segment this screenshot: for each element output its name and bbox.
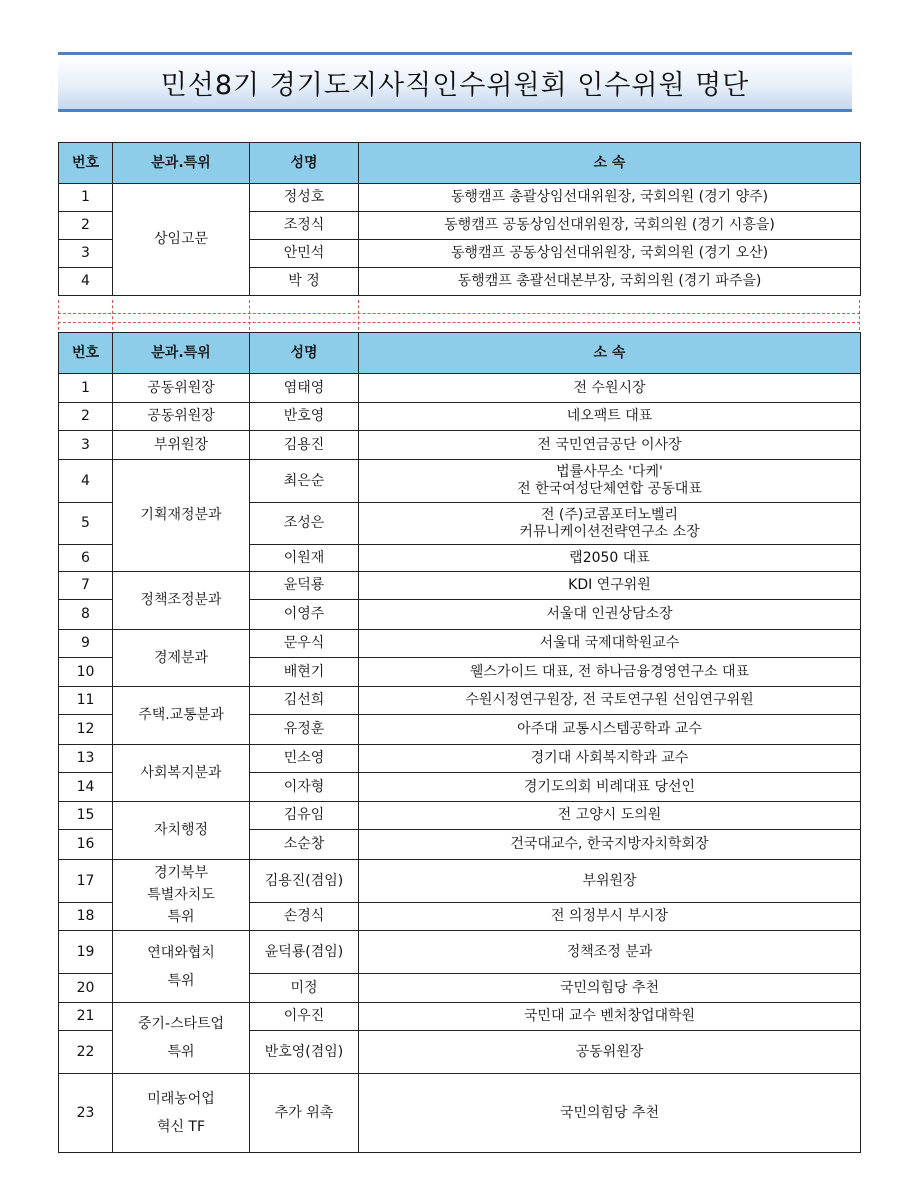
table-row: [59, 1074, 861, 1153]
dept-line: 미래농어업: [147, 1091, 215, 1107]
row-name: 안민석: [250, 240, 359, 268]
row-affil: 서울대 인권상담소장: [359, 600, 861, 630]
row-name: 조정식: [250, 212, 359, 240]
table-row: [59, 745, 861, 773]
affil-line: 전 한국여성단체연합 공동대표: [517, 481, 702, 497]
row-name: 이우진: [250, 1003, 359, 1031]
header-name: 성명: [250, 143, 359, 184]
dept-line: 연대와협치: [147, 944, 215, 961]
row-no: 1: [59, 374, 113, 403]
table-row: [59, 860, 861, 903]
row-no: 23: [59, 1074, 113, 1153]
affil-line: 법률사무소 '다케': [556, 464, 663, 480]
row-name: 손경식: [250, 903, 359, 931]
row-dept: 정책조정분과: [113, 572, 250, 630]
row-no: 14: [59, 773, 113, 802]
row-affil: 전 고양시 도의원: [359, 802, 861, 830]
dept-line: 특위: [167, 1044, 195, 1060]
row-name: 김유임: [250, 802, 359, 830]
title-banner: [58, 52, 852, 112]
row-name: 유정훈: [250, 715, 359, 745]
row-no: 22: [59, 1031, 113, 1074]
row-dept: 자치행정: [113, 802, 250, 860]
row-name: 반호영: [250, 403, 359, 431]
row-name: 이자형: [250, 773, 359, 802]
row-affil: 정책조정 분과: [359, 931, 861, 974]
row-dept: 기획재정분과: [113, 460, 250, 572]
row-dept: 경제분과: [113, 630, 250, 687]
row-no: 3: [59, 240, 113, 268]
row-no: 8: [59, 600, 113, 630]
row-affil: 국민의힘당 추천: [359, 1074, 861, 1153]
table-row: [59, 572, 861, 600]
row-name: 미정: [250, 974, 359, 1003]
row-name: 추가 위촉: [250, 1074, 359, 1153]
row-no: 18: [59, 903, 113, 931]
row-name: 문우식: [250, 630, 359, 658]
separator-line: [58, 322, 860, 323]
row-no: 21: [59, 1003, 113, 1031]
row-affil: 경기도의회 비례대표 당선인: [359, 773, 861, 802]
row-affil: 경기대 사회복지학과 교수: [359, 745, 861, 773]
table-row: [59, 403, 861, 431]
table-row: [59, 687, 861, 715]
affil-line: 커뮤니케이션전략연구소 소장: [519, 523, 700, 540]
row-dept: [113, 860, 250, 931]
separator-line: [249, 300, 250, 330]
row-name: 배현기: [250, 658, 359, 687]
row-affil: 공동위원장: [359, 1031, 861, 1074]
row-dept: 주택.교통분과: [113, 687, 250, 745]
row-no: 12: [59, 715, 113, 745]
table-row: [59, 431, 861, 460]
row-dept: [113, 1003, 250, 1074]
row-no: 15: [59, 802, 113, 830]
row-affil: 전 수원시장: [359, 374, 861, 403]
row-affil: 전 국민연금공단 이사장: [359, 431, 861, 460]
row-name: 염태영: [250, 374, 359, 403]
header-dept: 분과.특위: [113, 333, 250, 374]
row-no: 13: [59, 745, 113, 773]
members-table: [58, 332, 861, 1153]
row-affil: 국민대 교수 벤처창업대학원: [359, 1003, 861, 1031]
row-affil: KDI 연구위원: [359, 572, 861, 600]
separator-line: [58, 300, 59, 330]
row-no: 17: [59, 860, 113, 903]
header-affil: 소 속: [359, 333, 861, 374]
row-no: 20: [59, 974, 113, 1003]
table-row: [59, 460, 861, 503]
header-name: 성명: [250, 333, 359, 374]
table-row: [59, 374, 861, 403]
table-separator: [58, 300, 860, 330]
row-no: 19: [59, 931, 113, 974]
row-no: 16: [59, 830, 113, 860]
row-name: 최은순: [250, 460, 359, 503]
row-name: 정성호: [250, 184, 359, 212]
row-affil: 서울대 국제대학원교수: [359, 630, 861, 658]
row-dept: [113, 1074, 250, 1153]
row-name: 김용진(겸임): [250, 860, 359, 903]
row-name: 윤덕룡: [250, 572, 359, 600]
row-dept: 공동위원장: [113, 374, 250, 403]
row-affil: 동행캠프 공동상임선대위원장, 국회의원 (경기 오산): [359, 240, 861, 268]
row-no: 1: [59, 184, 113, 212]
dept-line: 중기-스타트업: [137, 1016, 225, 1032]
table-header-row: [59, 333, 861, 374]
row-name: 조성은: [250, 503, 359, 545]
row-no: 5: [59, 503, 113, 545]
advisors-table: [58, 142, 861, 296]
page-title: 민선8기 경기도지사직인수위원회 인수위원 명단: [160, 69, 750, 101]
row-no: 4: [59, 268, 113, 296]
row-no: 10: [59, 658, 113, 687]
row-affil: 국민의힘당 추천: [359, 974, 861, 1003]
header-no: 번호: [59, 333, 113, 374]
table-row: [59, 630, 861, 658]
row-name: 박 정: [250, 268, 359, 296]
header-no: 번호: [59, 143, 113, 184]
row-affil: 웰스가이드 대표, 전 하나금융경영연구소 대표: [359, 658, 861, 687]
row-dept: 상임고문: [113, 184, 250, 296]
row-dept: 공동위원장: [113, 403, 250, 431]
row-name: 윤덕룡(겸임): [250, 931, 359, 974]
row-affil: 동행캠프 공동상임선대위원장, 국회의원 (경기 시흥을): [359, 212, 861, 240]
header-affil: 소 속: [359, 143, 861, 184]
row-no: 2: [59, 403, 113, 431]
row-name: 반호영(겸임): [250, 1031, 359, 1074]
row-dept: [113, 931, 250, 1003]
dept-line: 경기북부: [153, 865, 209, 881]
row-no: 4: [59, 460, 113, 503]
affil-line: 전 (주)코콤포터노벨리: [540, 506, 679, 523]
row-no: 2: [59, 212, 113, 240]
dept-line: 혁신 TF: [156, 1119, 206, 1135]
row-no: 11: [59, 687, 113, 715]
row-affil: 전 의정부시 부시장: [359, 903, 861, 931]
row-name: 민소영: [250, 745, 359, 773]
table-header-row: [59, 143, 861, 184]
row-dept: 부위원장: [113, 431, 250, 460]
row-name: 소순창: [250, 830, 359, 860]
dept-line: 특위: [167, 909, 195, 925]
dept-line: 특위: [167, 972, 195, 989]
table-row: [59, 184, 861, 212]
row-no: 9: [59, 630, 113, 658]
row-no: 6: [59, 545, 113, 572]
table-row: [59, 931, 861, 974]
row-affil: 동행캠프 총괄상임선대위원장, 국회의원 (경기 양주): [359, 184, 861, 212]
row-affil: [359, 460, 861, 503]
row-affil: 부위원장: [359, 860, 861, 903]
row-dept: 사회복지분과: [113, 745, 250, 802]
row-name: 김용진: [250, 431, 359, 460]
row-name: 이원재: [250, 545, 359, 572]
row-no: 3: [59, 431, 113, 460]
separator-line: [112, 300, 113, 330]
row-affil: 랩2050 대표: [359, 545, 861, 572]
row-affil: 수원시정연구원장, 전 국토연구원 선임연구위원: [359, 687, 861, 715]
row-name: 김선희: [250, 687, 359, 715]
separator-line: [859, 300, 860, 330]
table-row: [59, 1003, 861, 1031]
header-dept: 분과.특위: [113, 143, 250, 184]
separator-line: [358, 300, 359, 330]
row-no: 7: [59, 572, 113, 600]
row-affil: 네오팩트 대표: [359, 403, 861, 431]
row-affil: 동행캠프 총괄선대본부장, 국회의원 (경기 파주을): [359, 268, 861, 296]
dept-line: 특별자치도: [147, 887, 215, 903]
row-affil: 건국대교수, 한국지방자치학회장: [359, 830, 861, 860]
row-affil: [359, 503, 861, 545]
row-affil: 아주대 교통시스템공학과 교수: [359, 715, 861, 745]
separator-line: [58, 313, 860, 314]
row-name: 이영주: [250, 600, 359, 630]
table-row: [59, 802, 861, 830]
